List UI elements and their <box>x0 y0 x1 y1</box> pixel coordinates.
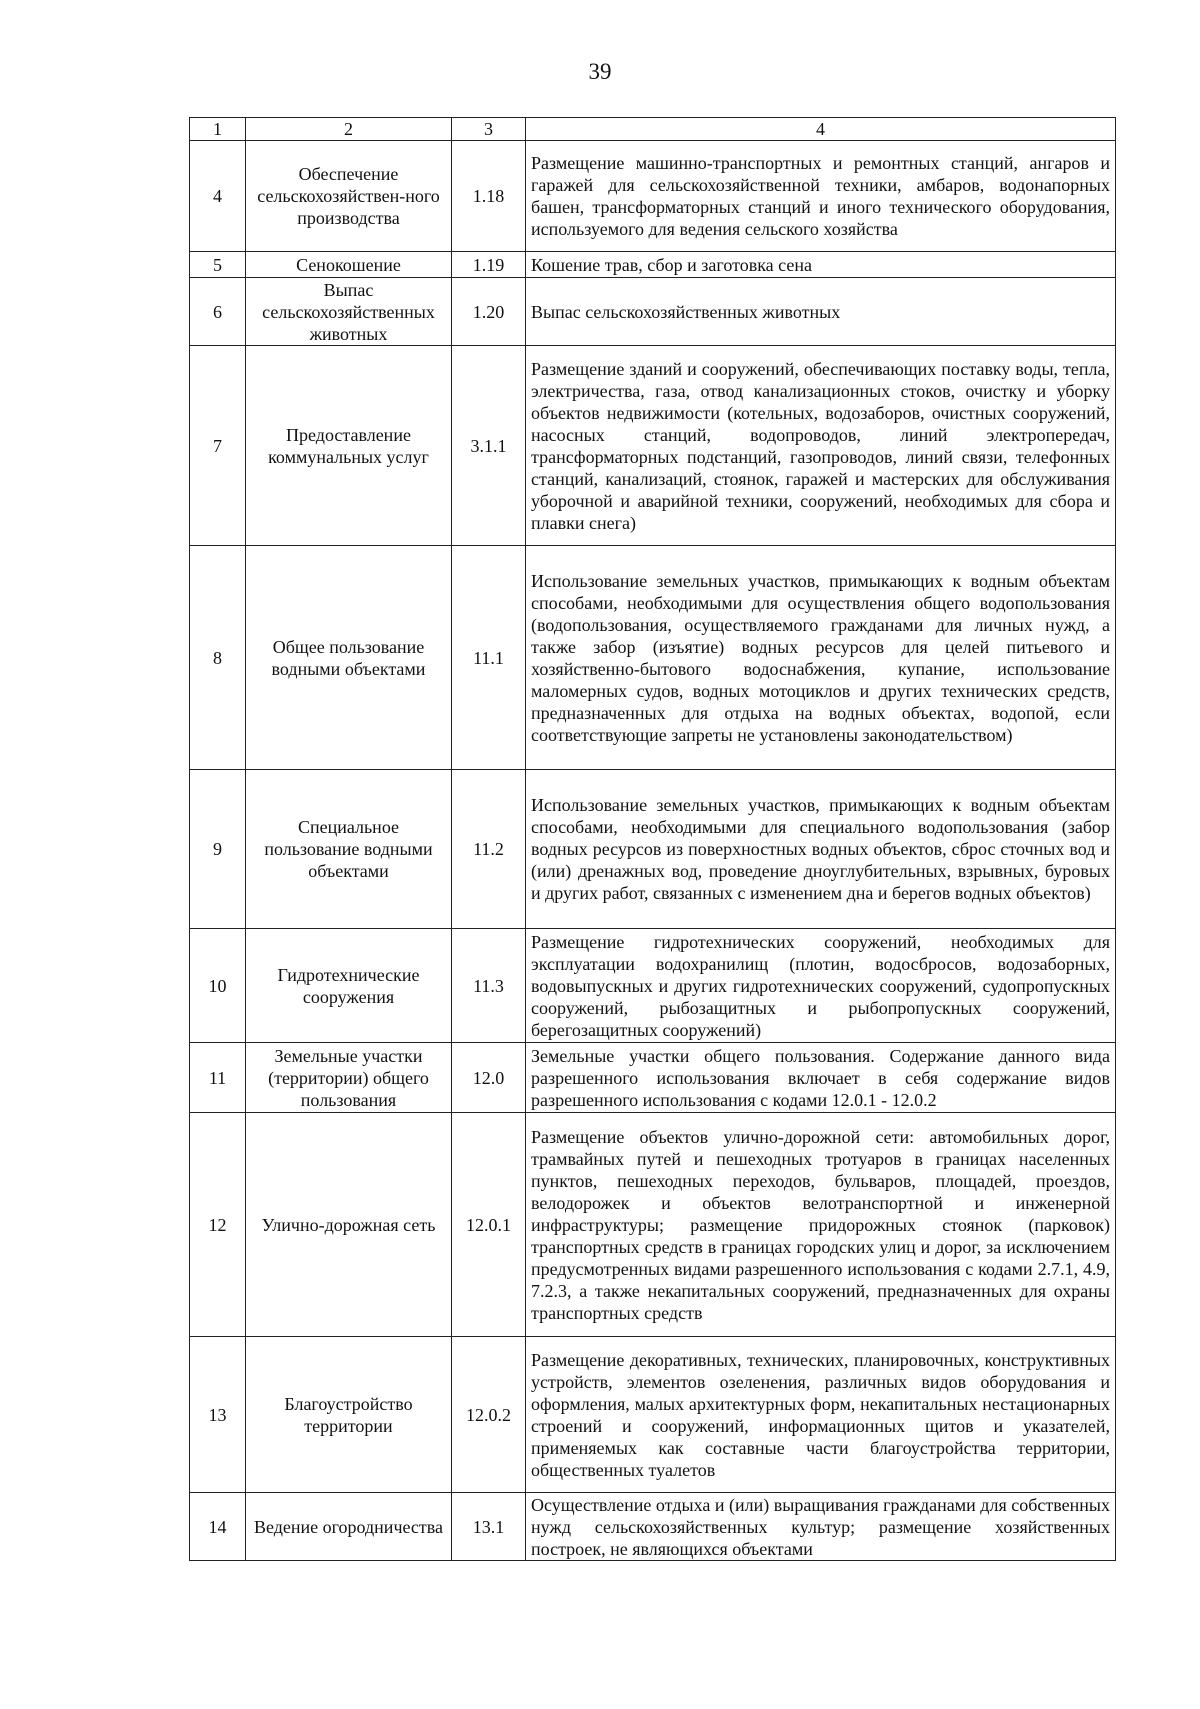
row-code: 13.1 <box>452 1493 526 1561</box>
row-name: Обеспечение сельскохозяйствен-ного производства <box>246 141 452 252</box>
row-number: 9 <box>190 770 246 929</box>
row-description: Кошение трав, сбор и заготовка сена <box>526 252 1116 278</box>
table-row <box>190 346 1116 546</box>
table-row <box>190 278 1116 346</box>
table-row <box>190 1493 1116 1561</box>
table-header-row <box>190 118 1116 141</box>
row-code: 11.3 <box>452 929 526 1043</box>
row-number: 8 <box>190 546 246 770</box>
row-description: Размещение декоративных, технических, планировочных, конструктивных устройств, элементов озеленения, различных видов оборудования и оформления, малых архитектурных форм, некапитальных нестационарных строений и сооружений, информационных щитов и указателей, применяемых как составные части благоустройства территории, общественных туалетов <box>526 1337 1116 1493</box>
row-code: 11.1 <box>452 546 526 770</box>
table-row <box>190 252 1116 278</box>
table-row <box>190 929 1116 1043</box>
row-description: Размещение гидротехнических сооружений, необходимых для эксплуатации водохранилищ (плотин, водосбросов, водозаборных, водовыпускных и других гидротехнических сооружений, судопропускных сооружений, рыбозащитных и рыбопропускных сооружений, берегозащитных сооружений) <box>526 929 1116 1043</box>
row-description: Выпас сельскохозяйственных животных <box>526 278 1116 346</box>
table-row <box>190 770 1116 929</box>
row-code: 1.18 <box>452 141 526 252</box>
row-description: Размещение зданий и сооружений, обеспечивающих поставку воды, тепла, электричества, газа, отвод канализационных стоков, очистку и уборку объектов недвижимости (котельных, водозаборов, очистных сооружений, насосных станций, водопроводов, линий электропередач, трансформаторных подстанций, газопроводов, линий связи, телефонных станций, канализаций, стоянок, гаражей и мастерских для обслуживания уборочной и аварийной техники, сооружений, необходимых для сбора и плавки снега) <box>526 346 1116 546</box>
row-description: Размещение машинно-транспортных и ремонтных станций, ангаров и гаражей для сельскохозяйственной техники, амбаров, водонапорных башен, трансформаторных станций и иного технического оборудования, используемого для ведения сельского хозяйства <box>526 141 1116 252</box>
table-row <box>190 1113 1116 1337</box>
row-name: Сенокошение <box>246 252 452 278</box>
row-name: Земельные участки (территории) общего пользования <box>246 1043 452 1113</box>
row-name: Улично-дорожная сеть <box>246 1113 452 1337</box>
land-use-table <box>189 117 1116 1561</box>
header-col-1: 1 <box>190 118 246 141</box>
row-description: Использование земельных участков, примыкающих к водным объектам способами, необходимыми для специального водопользования (забор водных ресурсов из поверхностных водных объектов, сброс сточных вод и (или) дренажных вод, проведение дноуглубительных, взрывных, буровых и других работ, связанных с изменением дна и берегов водных объектов) <box>526 770 1116 929</box>
table-row <box>190 141 1116 252</box>
row-number: 12 <box>190 1113 246 1337</box>
row-code: 1.19 <box>452 252 526 278</box>
row-name: Специальное пользование водными объектами <box>246 770 452 929</box>
table-row <box>190 546 1116 770</box>
row-code: 12.0.2 <box>452 1337 526 1493</box>
row-description: Размещение объектов улично-дорожной сети: автомобильных дорог, трамвайных путей и пешеходных тротуаров в границах населенных пунктов, пешеходных переходов, бульваров, площадей, проездов, велодорожек и объектов велотранспортной и инженерной инфраструктуры; размещение придорожных стоянок (парковок) транспортных средств в границах городских улиц и дорог, за исключением предусмотренных видами разрешенного использования с кодами 2.7.1, 4.9, 7.2.3, а также некапитальных сооружений, предназначенных для охраны транспортных средств <box>526 1113 1116 1337</box>
row-code: 1.20 <box>452 278 526 346</box>
row-code: 12.0 <box>452 1043 526 1113</box>
header-col-2: 2 <box>246 118 452 141</box>
row-number: 11 <box>190 1043 246 1113</box>
row-name: Гидротехнические сооружения <box>246 929 452 1043</box>
page-number: 39 <box>588 59 612 84</box>
row-name: Общее пользование водными объектами <box>246 546 452 770</box>
row-number: 5 <box>190 252 246 278</box>
row-number: 6 <box>190 278 246 346</box>
row-name: Благоустройство территории <box>246 1337 452 1493</box>
row-code: 11.2 <box>452 770 526 929</box>
row-number: 14 <box>190 1493 246 1561</box>
row-number: 13 <box>190 1337 246 1493</box>
table-row <box>190 1043 1116 1113</box>
row-number: 10 <box>190 929 246 1043</box>
header-col-4: 4 <box>526 118 1116 141</box>
row-name: Выпас сельскохозяйственных животных <box>246 278 452 346</box>
row-code: 12.0.1 <box>452 1113 526 1337</box>
row-description: Земельные участки общего пользования. Содержание данного вида разрешенного использования включает в себя содержание видов разрешенного использования с кодами 12.0.1 - 12.0.2 <box>526 1043 1116 1113</box>
row-number: 7 <box>190 346 246 546</box>
table-row <box>190 1337 1116 1493</box>
row-description: Использование земельных участков, примыкающих к водным объектам способами, необходимыми для осуществления общего водопользования (водопользования, осуществляемого гражданами для личных нужд, а также забор (изъятие) водных ресурсов для целей питьевого и хозяйственно-бытового водоснабжения, купание, использование маломерных судов, водных мотоциклов и других технических средств, предназначенных для отдыха на водных объектах, водопой, если соответствующие запреты не установлены законодательством) <box>526 546 1116 770</box>
row-name: Предоставление коммунальных услуг <box>246 346 452 546</box>
row-number: 4 <box>190 141 246 252</box>
row-code: 3.1.1 <box>452 346 526 546</box>
row-description: Осуществление отдыха и (или) выращивания гражданами для собственных нужд сельскохозяйственных культур; размещение хозяйственных построек, не являющихся объектами <box>526 1493 1116 1561</box>
row-name: Ведение огородничества <box>246 1493 452 1561</box>
header-col-3: 3 <box>452 118 526 141</box>
